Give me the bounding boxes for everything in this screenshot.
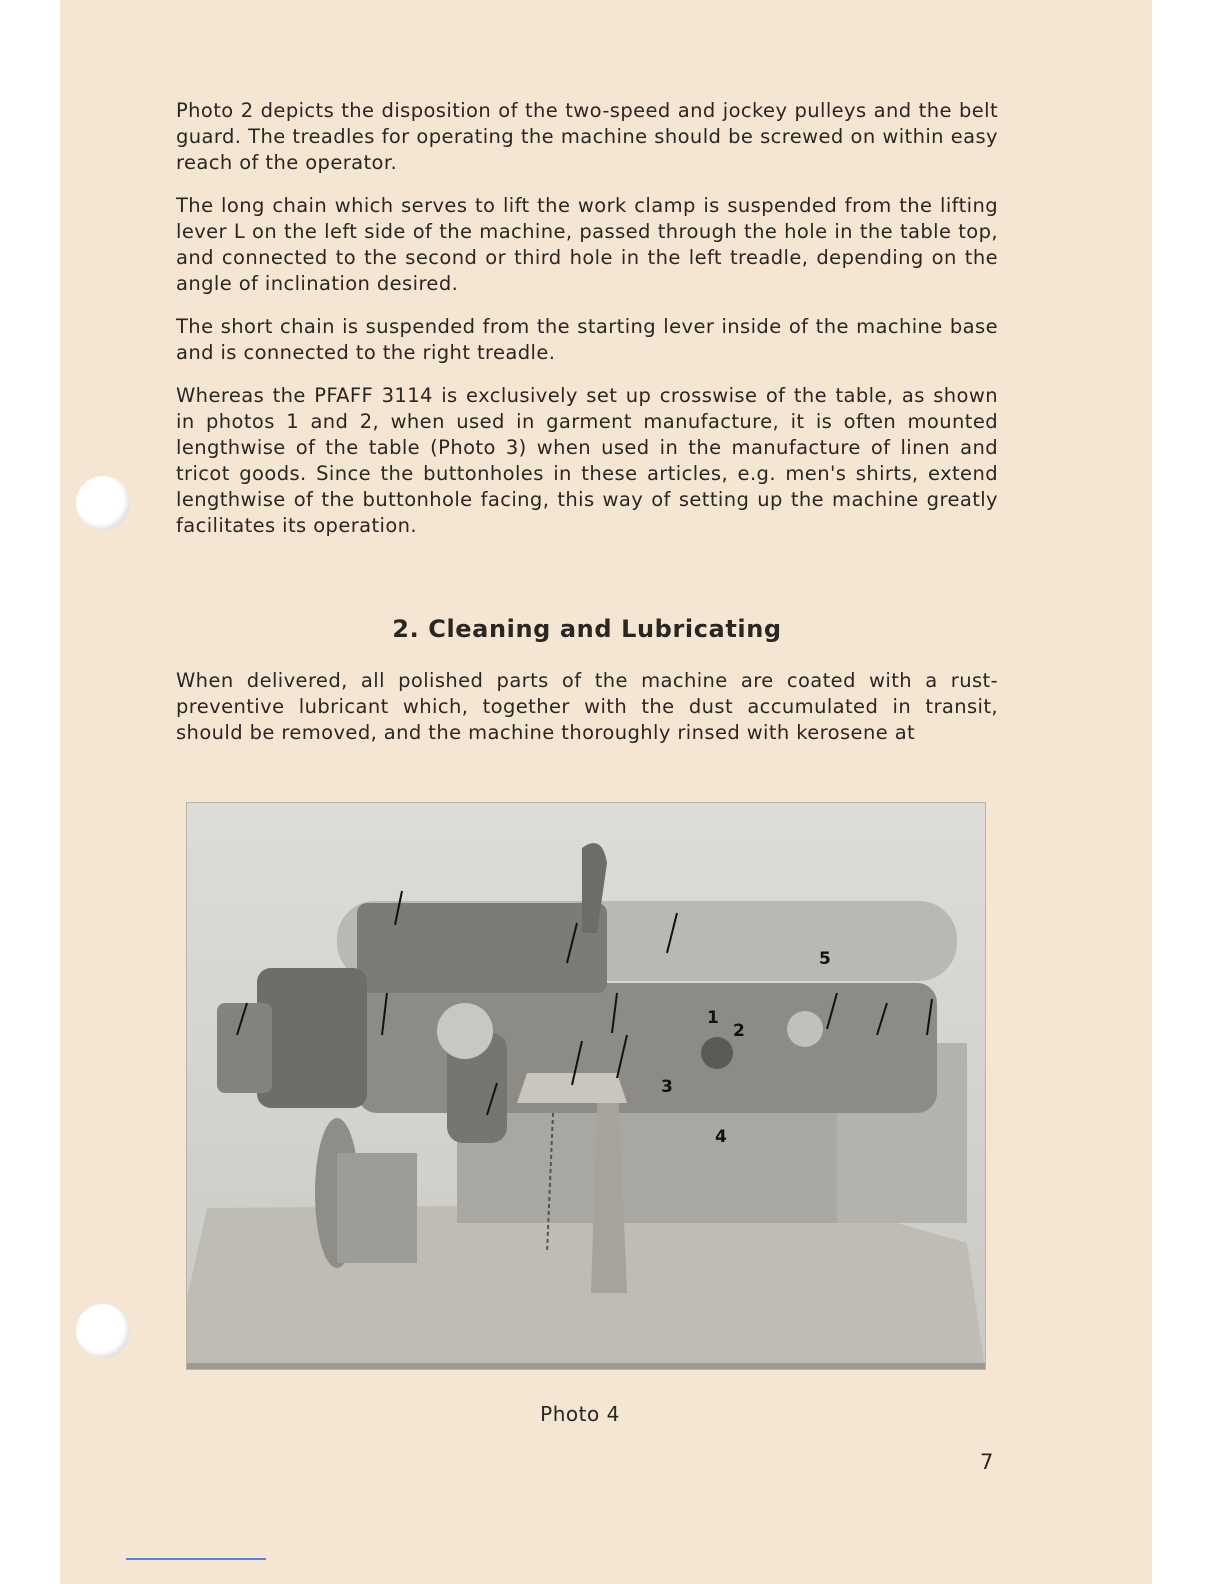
callout-label: 4 [715,1127,727,1147]
machine-photo [186,802,986,1370]
paragraph: Photo 2 depicts the disposition of the two-speed and jockey pulleys and the belt guard. The treadles for operating the machine should be screwed on within easy reach of the operator. [176,99,998,174]
callout-label: 3 [661,1077,673,1097]
callout-label: 2 [733,1021,745,1041]
punch-hole [76,1304,130,1358]
paragraph: The long chain which serves to lift the work clamp is suspended from the lifting lever L on the left side of the machine, passed through the hole in the table top, and connected to the second or third hole in the left treadle, depending on the angle of inclination desired. [176,194,998,295]
photo-caption: Photo 4 [540,1402,620,1426]
punch-hole [76,476,130,530]
section-heading: 2. Cleaning and Lubricating [392,615,782,643]
page-number: 7 [980,1450,994,1474]
paragraph: Whereas the PFAFF 3114 is exclusively set up crosswise of the table, as shown in photos 1 and 2, when used in garment manufacture, it is often mounted lengthwise of the table (Photo 3) when used in the manufacture of linen and tricot goods. Since the buttonholes in these articles, e.g. men's shirts, extend lengthwise of the buttonhole facing, this way of setting up the machine greatly facilitates its operation. [176,384,998,537]
body-text-section [176,668,998,763]
callout-label: 5 [819,949,831,969]
body-text-top [176,98,998,556]
paragraph: The short chain is suspended from the starting lever inside of the machine base and is connected to the right treadle. [176,315,998,364]
machine-illustration [187,803,985,1369]
paragraph: When delivered, all polished parts of the machine are coated with a rust-preventive lubricant which, together with the dust accumulated in transit, should be removed, and the machine thoroughly rinsed with kerosene at [176,669,998,744]
scan-edge-line [126,1558,266,1560]
callout-label: 1 [707,1008,719,1028]
